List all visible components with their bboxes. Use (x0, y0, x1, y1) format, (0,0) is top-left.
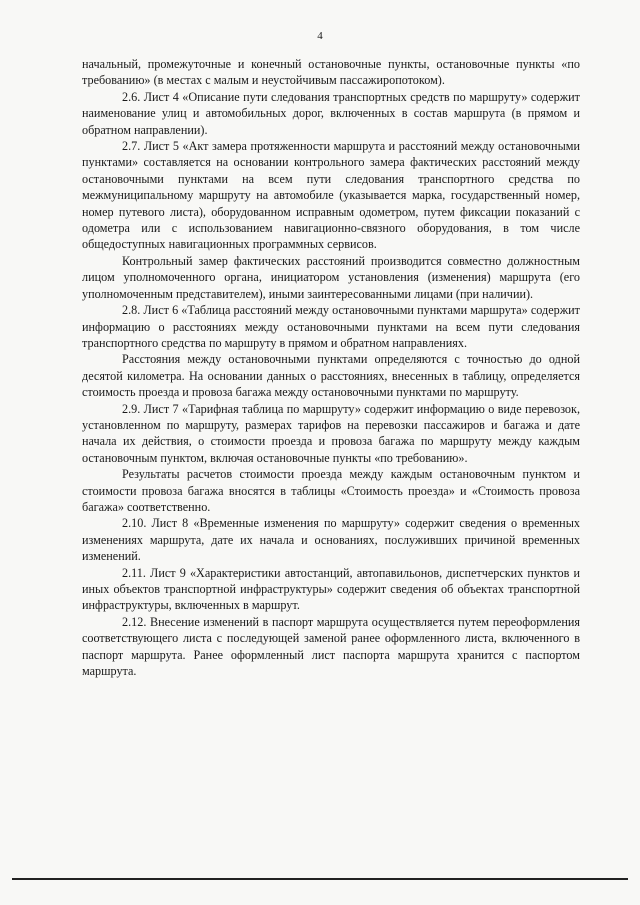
paragraph: Контрольный замер фактических расстояний производится совместно должностным лицом уполномоченного органа, инициатором установления (изменения) маршрута (его уполномоченным представителем), иными заинтересованными лицами (при наличии). (82, 253, 580, 301)
paragraph: 2.12. Внесение изменений в паспорт маршрута осуществляется путем переоформления соответствующего листа с последующей заменой ранее оформленного листа, включенного в паспорт маршрута. Ранее оформленный лист паспорта маршрута хранится с паспортом маршрута. (82, 614, 580, 679)
paragraph: 2.7. Лист 5 «Акт замера протяженности маршрута и расстояний между остановочными пунктами» составляется на основании контрольного замера фактических расстояний между остановочными пунктами на всем пути следования транспортного средства по межмуниципальному маршруту на автомобиле (указывается марка, государственный номер, номер путевого листа), оборудованном исправным одометром, путем фиксации показаний с одометра или с использованием навигационно-связного оборудования, в том числе общедоступных навигационных программных сервисов. (82, 139, 580, 252)
paragraph: 2.11. Лист 9 «Характеристики автостанций, автопавильонов, диспетчерских пунктов и иных объектов транспортной инфраструктуры» содержит сведения об объектах транспортной инфраструктуры, включенных в маршрут. (82, 565, 580, 613)
paragraph: начальный, промежуточные и конечный остановочные пункты, остановочные пункты «по требованию» (в местах с малым и неустойчивым пассажиропотоком). (82, 57, 580, 88)
page-number: 4 (317, 30, 323, 42)
body-text (82, 56, 580, 679)
paragraph: 2.10. Лист 8 «Временные изменения по маршруту» содержит сведения о временных изменениях маршрута, дате их начала и основаниях, послуживших причиной временных изменений. (82, 516, 580, 564)
paragraph: 2.8. Лист 6 «Таблица расстояний между остановочными пунктами маршрута» содержит информацию о расстояниях между остановочными пунктами на всем пути следования транспортного средства по маршруту в прямом и обратном направлениях. (82, 303, 580, 350)
paragraph: Результаты расчетов стоимости проезда между каждым остановочным пунктом и стоимости провоза багажа вносятся в таблицы «Стоимость проезда» и «Стоимость провоза багажа» соответственно. (82, 467, 580, 514)
paragraph: Расстояния между остановочными пунктами определяются с точностью до одной десятой километра. На основании данных о расстояниях, внесенных в таблицу, определяется стоимость проезда и провоза багажа между остановочными пунктами по маршруту. (82, 352, 580, 400)
scan-edge-divider (12, 878, 628, 880)
paragraph: 2.6. Лист 4 «Описание пути следования транспортных средств по маршруту» содержит наименование улиц и автомобильных дорог, включенных в состав маршрута (в прямом и обратном направлении). (82, 89, 580, 137)
paragraph: 2.9. Лист 7 «Тарифная таблица по маршруту» содержит информацию о виде перевозок, установленном по маршруту, размерах тарифов на перевозки пассажиров и багажа и дате начала их действия, о стоимости проезда и провоза багажа по маршруту между каждым остановочным пунктом, включая остановочные пункты «по требованию». (82, 401, 580, 465)
